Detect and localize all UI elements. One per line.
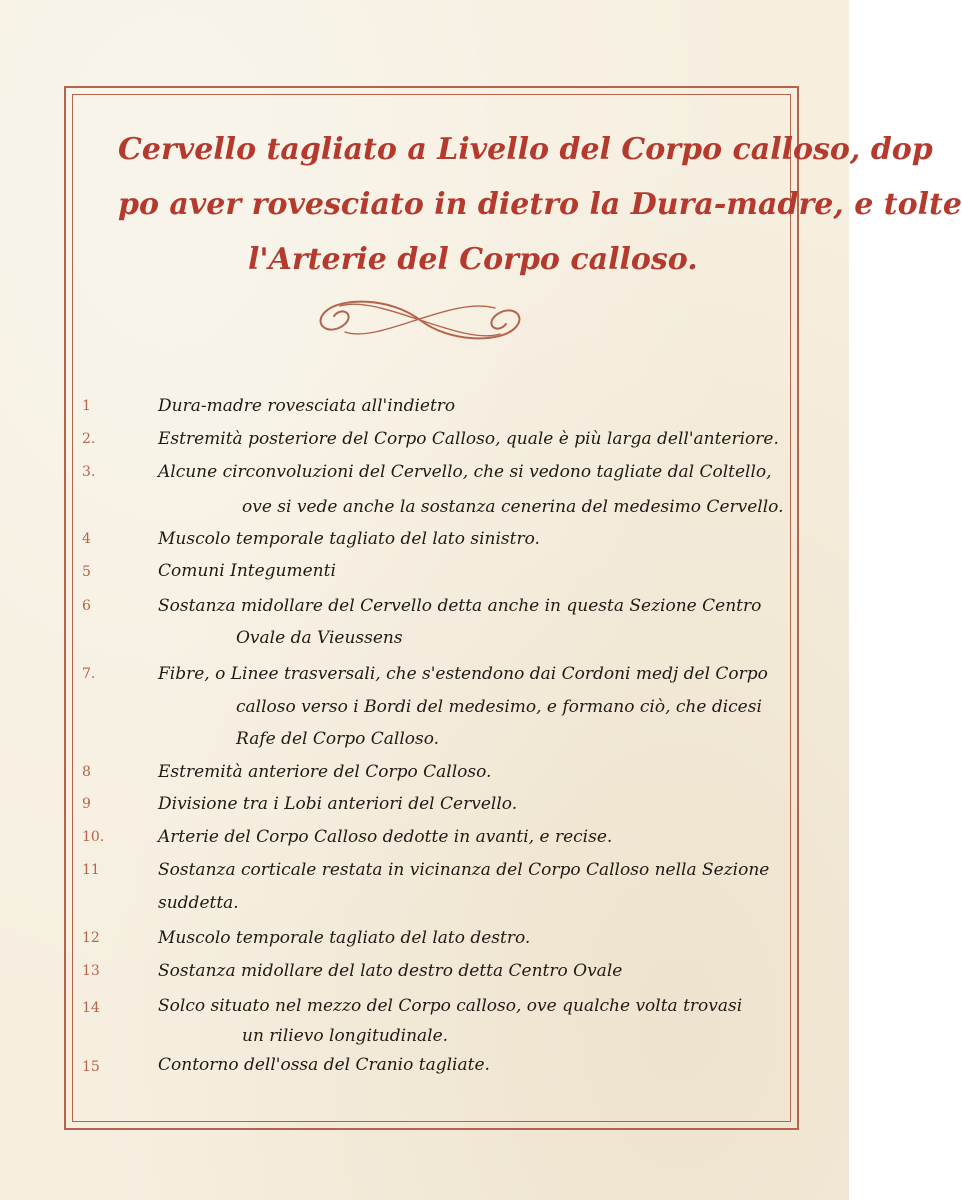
title-line: Cervello tagliato a Livello del Corpo calloso, dop: [118, 132, 933, 167]
title-line: po aver rovesciato in dietro la Dura-madre, e tolte: [118, 187, 962, 222]
entry-text-line: un rilievo longitudinale.: [242, 1026, 449, 1046]
entry-number: 9: [82, 796, 91, 812]
entry-text-line: ove si vede anche la sostanza cenerina del medesimo Cervello.: [242, 497, 784, 517]
entry-text-line: Sostanza midollare del lato destro detta Centro Ovale: [158, 961, 623, 981]
entry-text-line: Dura-madre rovesciata all'indietro: [158, 396, 456, 416]
entry-text-line: Alcune circonvoluzioni del Cervello, che si vedono tagliate dal Coltello,: [158, 462, 772, 482]
entry-text-line: Comuni Integumenti: [158, 561, 336, 581]
entry-text-line: Solco situato nel mezzo del Corpo calloso, ove qualche volta trovasi: [158, 996, 743, 1016]
entry-number: 14: [82, 1000, 100, 1016]
entry-text-line: Sostanza midollare del Cervello detta anche in questa Sezione Centro: [158, 596, 762, 616]
entry-text-line: Fibre, o Linee trasversali, che s'estendono dai Cordoni medj del Corpo: [158, 664, 768, 684]
entry-number: 4: [82, 531, 91, 547]
entry-text-line: Ovale da Vieussens: [236, 628, 403, 648]
entry-text-line: suddetta.: [158, 893, 239, 913]
entry-number: 12: [82, 930, 100, 946]
title-line: l'Arterie del Corpo calloso.: [248, 242, 698, 277]
entry-number: 10.: [82, 829, 105, 845]
entry-text-line: Sostanza corticale restata in vicinanza del Corpo Calloso nella Sezione: [158, 860, 770, 880]
entry-number: 8: [82, 764, 91, 780]
entry-text-line: Muscolo temporale tagliato del lato destro.: [158, 928, 531, 948]
entry-number: 11: [82, 862, 100, 878]
entry-text-line: Divisione tra i Lobi anteriori del Cervello.: [158, 794, 518, 814]
entry-text-line: Contorno dell'ossa del Cranio tagliate.: [158, 1055, 490, 1075]
entry-number: 15: [82, 1059, 100, 1075]
entry-text-line: Estremità posteriore del Corpo Calloso, quale è più larga dell'anteriore.: [158, 429, 779, 449]
entry-text-line: calloso verso i Bordi del medesimo, e formano ciò, che dicesi: [236, 697, 762, 717]
entry-number: 6: [82, 598, 91, 614]
entry-number: 5: [82, 564, 91, 580]
entry-number: 3.: [82, 464, 96, 480]
entry-number: 1: [82, 398, 91, 414]
entry-text-line: Arterie del Corpo Calloso dedotte in avanti, e recise.: [158, 827, 613, 847]
entry-number: 2.: [82, 431, 96, 447]
entry-number: 7.: [82, 666, 96, 682]
entry-text-line: Estremità anteriore del Corpo Calloso.: [158, 762, 492, 782]
entry-text-line: Muscolo temporale tagliato del lato sinistro.: [158, 529, 540, 549]
entry-text-line: Rafe del Corpo Calloso.: [236, 729, 440, 749]
entry-number: 13: [82, 963, 100, 979]
